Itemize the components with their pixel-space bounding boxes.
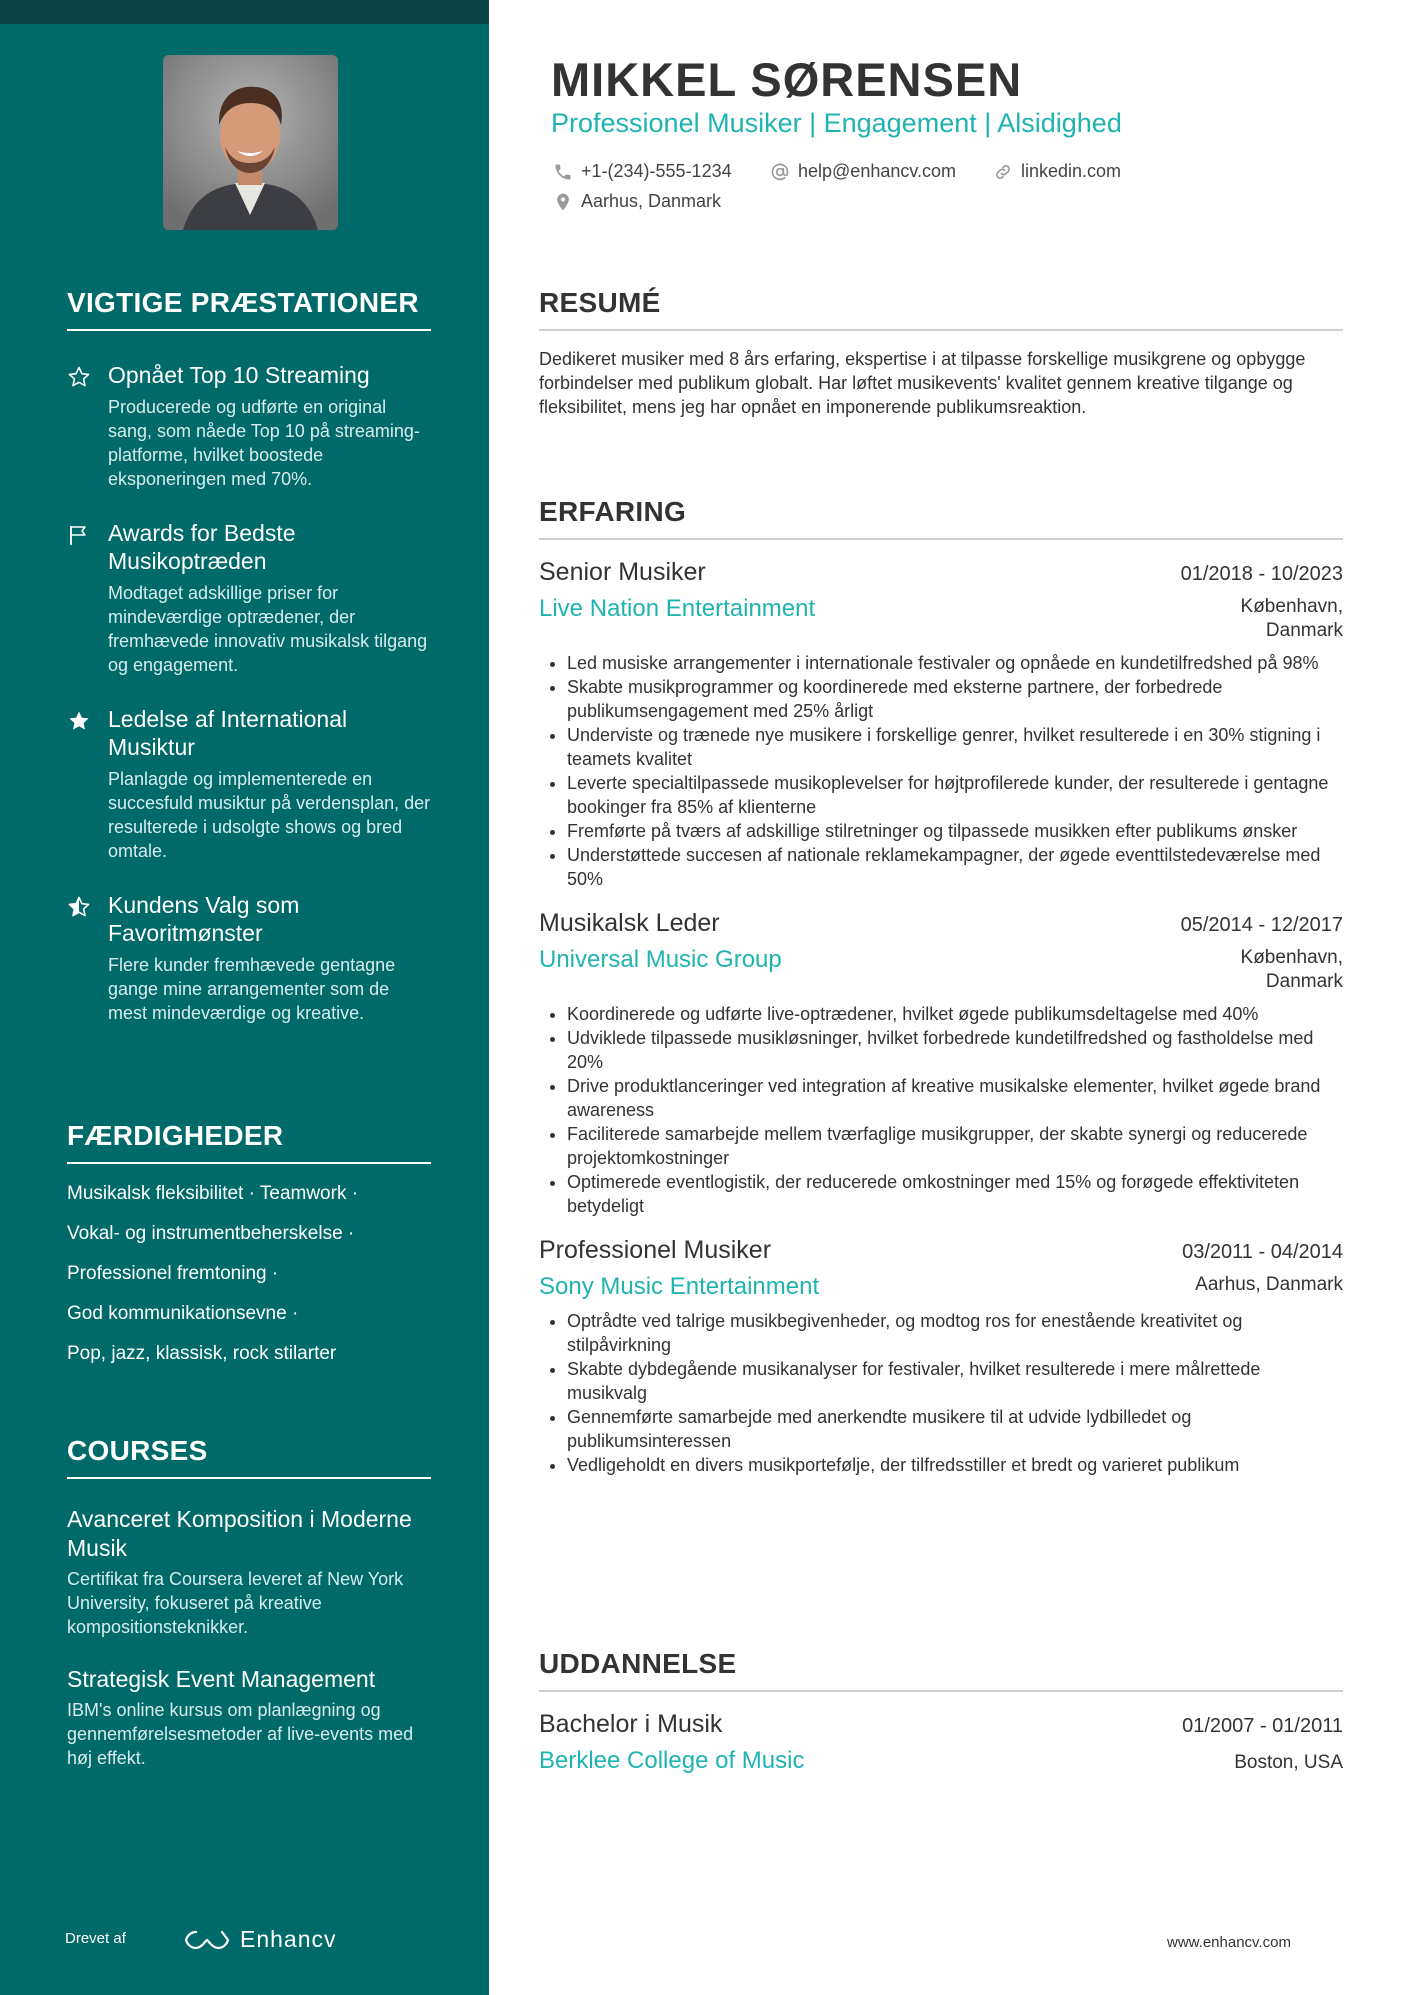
summary-title: RESUMÉ xyxy=(539,287,1343,331)
summary-text: Dedikeret musiker med 8 års erfaring, ekspertise i at tilpasse forskellige musikgrene og opbygge forbindelser med publikum globalt. Har løftet musikevents' kvalitet gennem kreative tilgange og fleksibilitet, mens jeg har opnået en imponerende publikumsreaktion. xyxy=(539,349,1306,417)
summary-section xyxy=(539,287,1343,419)
skill-item: Vokal- og instrumentbeherskelse · xyxy=(67,1223,355,1244)
phone-icon xyxy=(553,162,573,182)
school-name: Berklee College of Music xyxy=(539,1747,805,1774)
bullet-item: • Understøttede succesen af nationale reklamekampagner, der øgede eventtilstedeværelse med 50% xyxy=(567,843,1343,891)
achievement-title: Kundens Valg som Favoritmønster xyxy=(108,892,300,946)
achievements-title: VIGTIGE PRÆSTATIONER xyxy=(67,287,431,331)
degree-title: Bachelor i Musik xyxy=(539,1710,723,1738)
achievement-title: Ledelse af International Musiktur xyxy=(108,706,348,760)
bullet-item: • Koordinerede og udførte live-optrædener, hvilket øgede publikumsdeltagelse med 40% xyxy=(567,1002,1343,1026)
job-location: København, Danmark xyxy=(1240,947,1343,992)
course-item xyxy=(67,1505,431,1639)
sidebar xyxy=(0,0,489,1995)
course-title: Avanceret Komposition i Moderne Musik xyxy=(67,1506,412,1561)
email-text: help@enhancv.com xyxy=(798,161,957,181)
bullet-item: • Optrådte ved talrige musikbegivenheder, og modtog ros for enestående kreativitet og stilpåvirkning xyxy=(567,1309,1343,1357)
job-dates: 01/2018 - 10/2023 xyxy=(1180,563,1343,585)
profile-photo-avatar xyxy=(163,55,338,230)
courses-title: COURSES xyxy=(67,1435,431,1479)
achievement-desc: Modtaget adskillige priser for mindeværdige optrædener, der fremhævede innovativ musikalsk tilgang og engagement. xyxy=(108,583,428,675)
link-icon xyxy=(993,162,1013,182)
job-entry xyxy=(539,909,1343,1218)
footer-url[interactable]: www.enhancv.com xyxy=(1167,1934,1291,1951)
job-bullets xyxy=(539,1002,1343,1218)
achievement-item xyxy=(67,891,431,1025)
skills-section xyxy=(67,1120,431,1366)
bullet-item: • Leverte specialtilpassede musikoplevelser for højtprofilerede kunder, der resulterede i gentagne bookinger fra 85% af klienterne xyxy=(567,771,1343,819)
achievements-section xyxy=(67,287,431,1025)
skills-title: FÆRDIGHEDER xyxy=(67,1120,431,1164)
contact-email[interactable] xyxy=(770,161,956,182)
bullet-item: • Vedligeholdt en divers musikportefølje, der tilfredsstiller et bredt og varieret publikum xyxy=(567,1453,1343,1477)
achievement-desc: Planlagde og implementerede en succesfuld musiktur på verdensplan, der resulterede i udsolgte shows og bred omtale. xyxy=(108,769,431,861)
bullet-item: • Faciliterede samarbejde mellem tværfaglige musikgrupper, der skabte synergi og reducerede projektomkostninger xyxy=(567,1122,1343,1170)
bullet-item: • Udviklede tilpassede musikløsninger, hvilket forbedrede kundetilfredshed og fastholdelse med 20% xyxy=(567,1026,1343,1074)
education-dates: 01/2007 - 01/2011 xyxy=(1182,1715,1343,1737)
contact-location xyxy=(553,191,721,212)
achievement-desc: Flere kunder fremhævede gentagne gange mine arrangementer som de mest mindeværdige og kreative. xyxy=(108,955,396,1023)
job-company: Live Nation Entertainment xyxy=(539,595,816,622)
location-text: Aarhus, Danmark xyxy=(581,191,722,211)
phone-text: +1-(234)-555-1234 xyxy=(581,161,732,181)
bullet-item: • Optimerede eventlogistik, der reducerede omkostninger med 15% og forøgede effektiviteten betydeligt xyxy=(567,1170,1343,1218)
bullet-item: • Led musiske arrangementer i internationale festivaler og opnåede en kundetilfredshed på 98% xyxy=(567,651,1343,675)
job-title: Senior Musiker xyxy=(539,558,706,586)
job-company: Sony Music Entertainment xyxy=(539,1273,820,1300)
skill-label: Musikalsk fleksibilitet · xyxy=(67,1183,255,1204)
skill-item: God kommunikationsevne · xyxy=(67,1303,299,1324)
courses-section xyxy=(67,1435,431,1770)
job-bullets xyxy=(539,651,1343,891)
flag-icon xyxy=(67,523,91,547)
bullet-item: • Fremførte på tværs af adskillige stilretninger og tilpassede musikken efter publikums ønsker xyxy=(567,819,1343,843)
bullet-item: • Skabte musikprogrammer og koordinerede med eksterne partnere, der forbedrede publikumsengagement med 25% årligt xyxy=(567,675,1343,723)
bullet-item: • Drive produktlanceringer ved integration af kreative musikalske elementer, hvilket øgede brand awareness xyxy=(567,1074,1343,1122)
job-entry xyxy=(539,558,1343,891)
star-outline-icon xyxy=(67,365,91,389)
bullet-item: • Underviste og trænede nye musikere i forskellige genrer, hvilket resulterede i en 30% stigning i teamets kvalitet xyxy=(567,723,1343,771)
bullet-item: • Gennemførte samarbejde med anerkendte musikere til at udvide lydbilledet og publikumsinteressen xyxy=(567,1405,1343,1453)
experience-title: ERFARING xyxy=(539,496,1343,540)
achievement-title: Awards for Bedste Musikoptræden xyxy=(108,520,296,574)
experience-section xyxy=(539,496,1343,1477)
achievement-desc: Producerede og udførte en original sang, som nåede Top 10 på streaming-platforme, hvilket boostede eksponeringen med 70%. xyxy=(108,397,420,489)
achievement-item xyxy=(67,705,431,863)
job-title: Professionel Musiker xyxy=(539,1236,772,1264)
education-entry xyxy=(539,1710,1343,1775)
course-desc: Certifikat fra Coursera leveret af New York University, fokuseret på kreative kompositionsteknikker. xyxy=(67,1569,404,1637)
star-filled-icon xyxy=(67,709,91,733)
job-entry xyxy=(539,1236,1343,1477)
achievement-item xyxy=(67,361,431,491)
job-location: Aarhus, Danmark xyxy=(1195,1274,1343,1295)
profile-photo xyxy=(163,55,338,230)
job-dates: 03/2011 - 04/2014 xyxy=(1182,1241,1343,1263)
bullet-item: • Skabte dybdegående musikanalyser for festivaler, hvilket resulterede i mere målrettede musikvalg xyxy=(567,1357,1343,1405)
sidebar-top-bar xyxy=(0,0,489,24)
powered-by-label: Drevet af xyxy=(65,1930,126,1947)
education-section xyxy=(539,1648,1343,1775)
course-desc: IBM's online kursus om planlægning og gennemførelsesmetoder af live-events med høj effekt. xyxy=(67,1700,414,1768)
achievement-title: Opnået Top 10 Streaming xyxy=(108,362,370,388)
website-text: linkedin.com xyxy=(1021,161,1122,181)
school-location: Boston, USA xyxy=(1234,1752,1343,1773)
infinity-logo-icon xyxy=(184,1928,230,1952)
star-half-icon xyxy=(67,895,91,919)
brand-name: Enhancv xyxy=(240,1926,337,1952)
job-bullets xyxy=(539,1309,1343,1477)
job-company: Universal Music Group xyxy=(539,946,782,973)
brand-logo[interactable] xyxy=(184,1926,337,1953)
skill-label: Teamwork · xyxy=(259,1183,359,1204)
job-dates: 05/2014 - 12/2017 xyxy=(1180,914,1343,936)
candidate-name: MIKKEL SØRENSEN xyxy=(551,53,1023,106)
achievement-item xyxy=(67,519,431,677)
course-title: Strategisk Event Management xyxy=(67,1666,376,1692)
course-item xyxy=(67,1665,431,1770)
job-title: Musikalsk Leder xyxy=(539,909,720,937)
skill-item xyxy=(67,1182,431,1206)
contact-phone[interactable] xyxy=(553,161,732,182)
education-title: UDDANNELSE xyxy=(539,1648,1343,1692)
candidate-tagline: Professionel Musiker | Engagement | Alsidighed xyxy=(551,108,1122,138)
skill-item: Professionel fremtoning · xyxy=(67,1263,279,1284)
skill-item: Pop, jazz, klassisk, rock stilarter xyxy=(67,1343,337,1364)
contact-website[interactable] xyxy=(993,161,1121,182)
at-icon xyxy=(770,162,790,182)
job-location: København, Danmark xyxy=(1240,596,1343,641)
location-pin-icon xyxy=(553,192,573,212)
